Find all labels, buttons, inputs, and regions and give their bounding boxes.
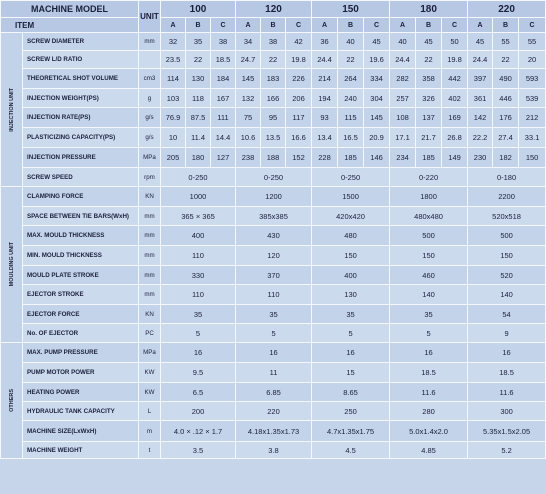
spec-unit: mm (139, 266, 161, 285)
spec-value: 38 (211, 33, 236, 51)
spec-value: 593 (519, 69, 546, 89)
spec-value: 35 (161, 305, 236, 324)
group-label: INJECTION UNIT (8, 87, 15, 132)
spec-value: 11.6 (390, 383, 468, 402)
spec-name: No. OF EJECTOR (23, 324, 139, 343)
model-220-header: 220 (468, 1, 546, 18)
spec-name: MACHINE WEIGHT (23, 442, 139, 459)
spec-name: SCREW DIAMETER (23, 33, 139, 51)
spec-value: 146 (364, 148, 390, 168)
spec-value: 402 (442, 89, 468, 108)
spec-value: 24.4 (312, 51, 338, 69)
spec-value: 55 (493, 33, 519, 51)
spec-value: 117 (286, 108, 312, 128)
spec-value: 130 (312, 285, 390, 305)
spec-value: 180 (186, 148, 211, 168)
spec-value: 33.1 (519, 128, 546, 148)
spec-value: 16 (468, 343, 546, 363)
spec-name: INJECTION PRESSURE (23, 148, 139, 168)
spec-value: 137 (416, 108, 442, 128)
spec-value: 5 (390, 324, 468, 343)
spec-unit: MPa (139, 148, 161, 168)
spec-value: 145 (364, 108, 390, 128)
spec-value: 45 (364, 33, 390, 51)
spec-value: 0-180 (468, 168, 546, 187)
spec-name: CLAMPING FORCE (23, 187, 139, 207)
group-moulding-unit (1, 187, 23, 343)
spec-value: 13.5 (261, 128, 286, 148)
spec-row (1, 108, 546, 128)
spec-row (1, 187, 546, 207)
spec-unit: KN (139, 187, 161, 207)
item-header: ITEM (1, 18, 139, 33)
group-label: OTHERS (8, 389, 15, 412)
spec-value: 152 (286, 148, 312, 168)
screw-type-header: A (468, 18, 493, 33)
spec-value: 93 (312, 108, 338, 128)
spec-value: 20 (519, 51, 546, 69)
group-label: MOULDING UNIT (8, 242, 15, 287)
spec-value: 480 (312, 226, 390, 246)
spec-value: 167 (211, 89, 236, 108)
spec-value: 24.7 (236, 51, 261, 69)
spec-value: 370 (236, 266, 312, 285)
spec-value: 24.4 (468, 51, 493, 69)
spec-name: MOULD PLATE STROKE (23, 266, 139, 285)
spec-value: 166 (261, 89, 286, 108)
spec-value: 2200 (468, 187, 546, 207)
spec-name: HEATING POWER (23, 383, 139, 402)
spec-name: MACHINE SIZE(LxWxH) (23, 421, 139, 442)
spec-value: 87.5 (186, 108, 211, 128)
spec-value: 188 (261, 148, 286, 168)
spec-value: 280 (390, 402, 468, 421)
spec-value: 35 (312, 305, 390, 324)
spec-value: 26.8 (442, 128, 468, 148)
screw-type-header: C (286, 18, 312, 33)
spec-value: 5.35x1.5x2.05 (468, 421, 546, 442)
spec-row (1, 226, 546, 246)
spec-value: 194 (312, 89, 338, 108)
spec-value: 185 (338, 148, 364, 168)
spec-value: 16.6 (286, 128, 312, 148)
spec-value: 10 (161, 128, 186, 148)
spec-value: 42 (286, 33, 312, 51)
spec-unit: mm (139, 285, 161, 305)
spec-row (1, 33, 546, 51)
spec-value: 35 (390, 305, 468, 324)
spec-value: 45 (468, 33, 493, 51)
model-120-header: 120 (236, 1, 312, 18)
spec-unit: KW (139, 363, 161, 383)
spec-value: 54 (468, 305, 546, 324)
unit-header: UNIT (139, 1, 161, 33)
spec-name: PLASTICIZING CAPACITY(PS) (23, 128, 139, 148)
spec-value: 490 (493, 69, 519, 89)
spec-name: INJECTION RATE(PS) (23, 108, 139, 128)
spec-value: 361 (468, 89, 493, 108)
spec-value: 95 (261, 108, 286, 128)
spec-row (1, 442, 546, 459)
spec-row (1, 343, 546, 363)
spec-name: SCREW SPEED (23, 168, 139, 187)
spec-value: 22 (261, 51, 286, 69)
spec-value: 185 (416, 148, 442, 168)
spec-value: 358 (416, 69, 442, 89)
spec-name: SCREW L/D RATIO (23, 51, 139, 69)
spec-value: 20.9 (364, 128, 390, 148)
spec-value: 430 (236, 226, 312, 246)
spec-value: 400 (161, 226, 236, 246)
screw-type-header: B (261, 18, 286, 33)
spec-value: 238 (236, 148, 261, 168)
spec-value: 480x480 (390, 207, 468, 226)
spec-row (1, 383, 546, 402)
spec-value: 34 (236, 33, 261, 51)
spec-value: 334 (364, 69, 390, 89)
spec-value: 110 (161, 246, 236, 266)
spec-unit: MPa (139, 343, 161, 363)
spec-value: 108 (390, 108, 416, 128)
spec-value: 4.18x1.35x1.73 (236, 421, 312, 442)
spec-value: 230 (468, 148, 493, 168)
spec-value: 103 (161, 89, 186, 108)
spec-name: SPACE BETWEEN TIE BARS(WxH) (23, 207, 139, 226)
spec-value: 35 (236, 305, 312, 324)
spec-value: 127 (211, 148, 236, 168)
screw-type-header: B (338, 18, 364, 33)
spec-value: 257 (390, 89, 416, 108)
spec-value: 206 (286, 89, 312, 108)
spec-value: 1800 (390, 187, 468, 207)
spec-row (1, 324, 546, 343)
spec-value: 16 (236, 343, 312, 363)
spec-value: 6.5 (161, 383, 236, 402)
spec-name: EJECTOR FORCE (23, 305, 139, 324)
spec-value: 365 × 365 (161, 207, 236, 226)
spec-value: 150 (468, 246, 546, 266)
spec-value: 420x420 (312, 207, 390, 226)
spec-unit: KW (139, 383, 161, 402)
model-100-header: 100 (161, 1, 236, 18)
spec-value: 0-250 (161, 168, 236, 187)
spec-unit: t (139, 442, 161, 459)
screw-type-header: A (161, 18, 186, 33)
spec-value: 110 (236, 285, 312, 305)
spec-value: 5.0x1.4x2.0 (390, 421, 468, 442)
spec-value: 21.7 (416, 128, 442, 148)
spec-value: 111 (211, 108, 236, 128)
spec-value: 400 (312, 266, 390, 285)
spec-value: 150 (312, 246, 390, 266)
spec-value: 6.85 (236, 383, 312, 402)
screw-type-header: C (519, 18, 546, 33)
spec-value: 176 (493, 108, 519, 128)
spec-value: 24.4 (390, 51, 416, 69)
spec-unit: mm (139, 246, 161, 266)
spec-value: 75 (236, 108, 261, 128)
spec-value: 220 (236, 402, 312, 421)
spec-unit (139, 51, 161, 69)
spec-row (1, 402, 546, 421)
spec-value: 118 (186, 89, 211, 108)
spec-value: 16 (390, 343, 468, 363)
spec-value: 13.4 (312, 128, 338, 148)
spec-unit: mm (139, 33, 161, 51)
spec-row (1, 148, 546, 168)
spec-value: 183 (261, 69, 286, 89)
spec-row (1, 285, 546, 305)
spec-value: 300 (468, 402, 546, 421)
spec-value: 226 (286, 69, 312, 89)
spec-value: 140 (390, 285, 468, 305)
spec-row (1, 128, 546, 148)
spec-value: 15 (312, 363, 390, 383)
screw-type-header: C (442, 18, 468, 33)
spec-name: THEORETICAL SHOT VOLUME (23, 69, 139, 89)
model-150-header: 150 (312, 1, 390, 18)
spec-name: EJECTOR STROKE (23, 285, 139, 305)
spec-value: 35 (186, 33, 211, 51)
spec-value: 3.5 (161, 442, 236, 459)
spec-value: 18.5 (211, 51, 236, 69)
spec-value: 40 (338, 33, 364, 51)
spec-value: 1000 (161, 187, 236, 207)
spec-value: 140 (468, 285, 546, 305)
spec-unit: PC (139, 324, 161, 343)
spec-value: 50 (442, 33, 468, 51)
spec-value: 446 (493, 89, 519, 108)
spec-value: 0-250 (236, 168, 312, 187)
spec-name: MAX. MOULD THICKNESS (23, 226, 139, 246)
spec-row (1, 51, 546, 69)
spec-value: 169 (442, 108, 468, 128)
spec-value: 460 (390, 266, 468, 285)
spec-value: 18.5 (468, 363, 546, 383)
spec-value: 5 (161, 324, 236, 343)
machine-model-header: MACHINE MODEL (1, 1, 139, 18)
spec-value: 110 (161, 285, 236, 305)
spec-value: 145 (236, 69, 261, 89)
spec-row (1, 421, 546, 442)
spec-unit: g/s (139, 108, 161, 128)
spec-value: 385x385 (236, 207, 312, 226)
spec-value: 19.8 (442, 51, 468, 69)
spec-value: 9.5 (161, 363, 236, 383)
spec-row (1, 246, 546, 266)
spec-unit: KN (139, 305, 161, 324)
spec-value: 500 (468, 226, 546, 246)
spec-value: 16.5 (338, 128, 364, 148)
spec-value: 40 (390, 33, 416, 51)
spec-value: 330 (161, 266, 236, 285)
screw-type-header: A (390, 18, 416, 33)
spec-value: 8.65 (312, 383, 390, 402)
spec-value: 3.8 (236, 442, 312, 459)
spec-value: 16 (161, 343, 236, 363)
spec-row (1, 266, 546, 285)
screw-type-header: B (493, 18, 519, 33)
spec-value: 326 (416, 89, 442, 108)
spec-name: PUMP MOTOR POWER (23, 363, 139, 383)
spec-value: 45 (416, 33, 442, 51)
spec-value: 18.5 (390, 363, 468, 383)
spec-value: 32 (161, 33, 186, 51)
spec-row (1, 89, 546, 108)
spec-row (1, 207, 546, 226)
spec-name: HYDRAULIC TANK CAPACITY (23, 402, 139, 421)
spec-value: 0-220 (390, 168, 468, 187)
screw-type-header: B (416, 18, 442, 33)
spec-value: 22 (493, 51, 519, 69)
spec-unit: g (139, 89, 161, 108)
spec-unit: mm (139, 226, 161, 246)
spec-value: 11.4 (186, 128, 211, 148)
spec-value: 250 (312, 402, 390, 421)
screw-type-header: C (364, 18, 390, 33)
spec-value: 11.6 (468, 383, 546, 402)
spec-value: 304 (364, 89, 390, 108)
spec-value: 4.7x1.35x1.75 (312, 421, 390, 442)
spec-value: 19.8 (286, 51, 312, 69)
spec-value: 240 (338, 89, 364, 108)
screw-type-header: C (211, 18, 236, 33)
spec-value: 114 (161, 69, 186, 89)
model-180-header: 180 (390, 1, 468, 18)
spec-value: 36 (312, 33, 338, 51)
spec-unit: mm (139, 207, 161, 226)
spec-name: MIN. MOULD THICKNESS (23, 246, 139, 266)
spec-value: 1200 (236, 187, 312, 207)
spec-value: 22 (186, 51, 211, 69)
spec-value: 10.6 (236, 128, 261, 148)
spec-value: 520 (468, 266, 546, 285)
spec-value: 17.1 (390, 128, 416, 148)
spec-unit: L (139, 402, 161, 421)
spec-unit: cm3 (139, 69, 161, 89)
spec-value: 500 (390, 226, 468, 246)
spec-name: INJECTION WEIGHT(PS) (23, 89, 139, 108)
spec-value: 22.2 (468, 128, 493, 148)
spec-value: 120 (236, 246, 312, 266)
spec-value: 520x518 (468, 207, 546, 226)
spec-unit: rpm (139, 168, 161, 187)
spec-value: 212 (519, 108, 546, 128)
spec-value: 132 (236, 89, 261, 108)
spec-value: 182 (493, 148, 519, 168)
spec-value: 0-250 (312, 168, 390, 187)
spec-value: 539 (519, 89, 546, 108)
spec-unit: g/s (139, 128, 161, 148)
spec-value: 55 (519, 33, 546, 51)
spec-value: 228 (312, 148, 338, 168)
spec-value: 19.6 (364, 51, 390, 69)
screw-type-header: A (312, 18, 338, 33)
spec-value: 200 (161, 402, 236, 421)
screw-type-header: A (236, 18, 261, 33)
spec-value: 5 (312, 324, 390, 343)
spec-value: 142 (468, 108, 493, 128)
spec-value: 4.5 (312, 442, 390, 459)
spec-value: 205 (161, 148, 186, 168)
spec-value: 130 (186, 69, 211, 89)
spec-value: 282 (390, 69, 416, 89)
spec-row (1, 168, 546, 187)
group-others (1, 343, 23, 459)
spec-value: 22 (416, 51, 442, 69)
spec-value: 149 (442, 148, 468, 168)
spec-value: 115 (338, 108, 364, 128)
spec-value: 397 (468, 69, 493, 89)
spec-value: 1500 (312, 187, 390, 207)
spec-value: 23.5 (161, 51, 186, 69)
spec-value: 76.9 (161, 108, 186, 128)
spec-unit: m (139, 421, 161, 442)
spec-value: 11 (236, 363, 312, 383)
spec-value: 38 (261, 33, 286, 51)
spec-value: 16 (312, 343, 390, 363)
spec-value: 14.4 (211, 128, 236, 148)
spec-name: MAX. PUMP PRESSURE (23, 343, 139, 363)
spec-value: 9 (468, 324, 546, 343)
spec-value: 184 (211, 69, 236, 89)
spec-value: 22 (338, 51, 364, 69)
spec-value: 150 (519, 148, 546, 168)
spec-row (1, 363, 546, 383)
spec-row (1, 305, 546, 324)
group-injection-unit (1, 33, 23, 187)
spec-value: 4.0 × .12 × 1.7 (161, 421, 236, 442)
spec-value: 27.4 (493, 128, 519, 148)
spec-value: 264 (338, 69, 364, 89)
spec-value: 214 (312, 69, 338, 89)
spec-value: 442 (442, 69, 468, 89)
spec-value: 4.85 (390, 442, 468, 459)
spec-value: 5.2 (468, 442, 546, 459)
screw-type-header: B (186, 18, 211, 33)
spec-row (1, 69, 546, 89)
spec-value: 234 (390, 148, 416, 168)
spec-value: 150 (390, 246, 468, 266)
spec-value: 5 (236, 324, 312, 343)
